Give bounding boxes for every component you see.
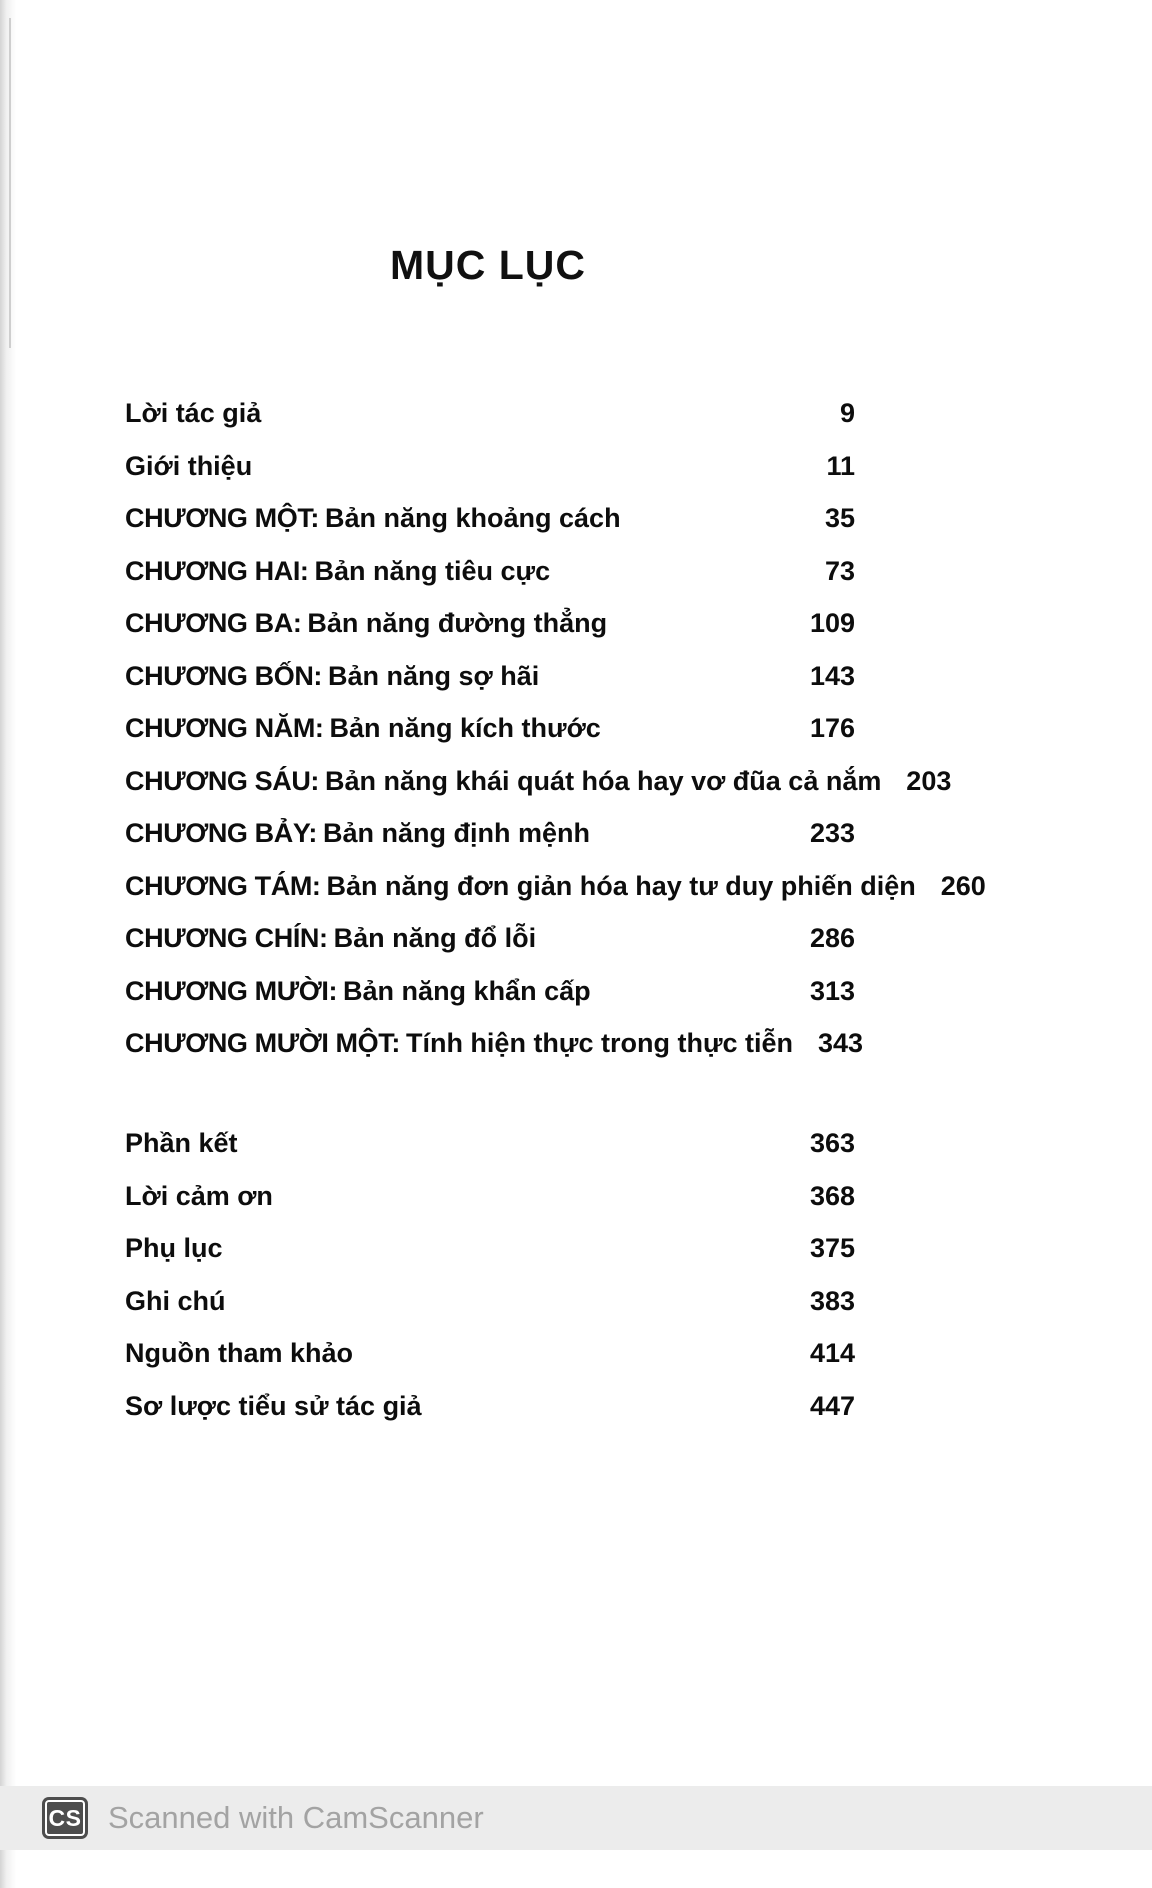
camscanner-watermark-bar: [0, 1786, 1152, 1850]
toc-entry-title: Phụ lục: [125, 1233, 223, 1263]
toc-entry-chapter-prefix: CHƯƠNG MƯỜI MỘT:: [125, 1028, 400, 1058]
toc-entry-page-number: 233: [809, 818, 855, 848]
toc-entry-label: [125, 556, 550, 587]
toc-row: [125, 608, 855, 661]
toc-entry-chapter-prefix: CHƯƠNG SÁU:: [125, 765, 320, 796]
toc-row: [125, 1028, 864, 1081]
toc-entry-title: Bản năng khái quát hóa hay vơ đũa cả nắm: [325, 765, 882, 796]
toc-entry-page-number: 447: [809, 1390, 855, 1421]
toc-entry-title: Lời cảm ơn: [125, 1180, 273, 1211]
toc-row: [125, 976, 855, 1029]
toc-row: [125, 1128, 855, 1181]
toc-entry-page-number: 143: [809, 660, 855, 691]
camscanner-watermark-text: Scanned with CamScanner: [108, 1800, 484, 1835]
toc-entry-page-number: 35: [824, 503, 855, 533]
toc-entry-page-number: 368: [809, 1180, 855, 1211]
toc-entry-label: [125, 1028, 793, 1059]
scan-edge-shadow: [0, 0, 16, 1888]
toc-row: [125, 713, 855, 766]
toc-entry-page-number: 11: [826, 450, 855, 481]
toc-row: [125, 556, 855, 609]
toc-row: [125, 661, 855, 714]
toc-entry-title: Nguồn tham khảo: [125, 1338, 353, 1368]
toc-row: [125, 451, 855, 504]
toc-entry-title: Bản năng định mệnh: [323, 818, 591, 848]
toc-main-list: [125, 398, 986, 1081]
toc-entry-page-number: 343: [817, 1028, 864, 1058]
toc-row: [125, 765, 952, 819]
toc-entry-label: [125, 1181, 273, 1212]
toc-row: [125, 503, 855, 556]
toc-entry-chapter-prefix: CHƯƠNG BA:: [125, 608, 302, 638]
toc-entry-label: [125, 608, 607, 639]
toc-entry-page-number: 363: [809, 1128, 855, 1158]
toc-entry-title: Giới thiệu: [125, 450, 253, 481]
toc-entry-label: [125, 398, 261, 429]
toc-entry-chapter-prefix: CHƯƠNG BỐN:: [125, 660, 323, 691]
toc-entry-label: [125, 871, 916, 902]
toc-entry-title: Lời tác giả: [125, 398, 262, 428]
toc-entry-chapter-prefix: CHƯƠNG HAI:: [125, 555, 309, 586]
toc-entry-chapter-prefix: CHƯƠNG BẢY:: [125, 818, 318, 848]
toc-row: [125, 1338, 855, 1391]
toc-entry-label: [125, 451, 252, 482]
toc-row: [125, 1391, 855, 1444]
toc-row: [125, 1181, 855, 1234]
toc-entry-chapter-prefix: CHƯƠNG TÁM:: [125, 870, 321, 901]
toc-entry-chapter-prefix: CHƯƠNG MỘT:: [125, 503, 320, 533]
scan-edge-line: [9, 18, 11, 348]
toc-entry-title: Bản năng đổ lỗi: [333, 923, 537, 953]
toc-entry-label: [125, 1233, 223, 1264]
toc-entry-page-number: 73: [824, 555, 855, 586]
toc-entry-label: [125, 713, 601, 744]
toc-entry-title: Ghi chú: [125, 1285, 226, 1316]
toc-row: [125, 1233, 855, 1286]
toc-entry-chapter-prefix: CHƯƠNG CHÍN:: [125, 923, 328, 953]
toc-entry-label: [125, 818, 590, 849]
page-title: MỤC LỤC: [389, 242, 587, 288]
toc-row: [125, 870, 986, 924]
toc-row: [125, 818, 855, 871]
toc-entry-label: [125, 503, 621, 534]
toc-entry-title: Bản năng khoảng cách: [325, 503, 621, 533]
toc-entry-chapter-prefix: CHƯƠNG NĂM:: [125, 713, 324, 743]
toc-row: [125, 1286, 855, 1339]
toc-row: [125, 923, 855, 976]
toc-entry-title: Bản năng sợ hãi: [328, 660, 540, 691]
toc-back-matter-list: [125, 1128, 855, 1443]
toc-entry-title: Bản năng đơn giản hóa hay tư duy phiến diện: [326, 870, 916, 901]
toc-entry-label: [125, 766, 881, 797]
toc-entry-label: [125, 923, 536, 954]
toc-entry-page-number: 176: [809, 713, 855, 743]
toc-entry-title: Tính hiện thực trong thực tiễn: [405, 1028, 794, 1058]
toc-entry-page-number: 286: [809, 923, 855, 953]
toc-entry-page-number: 9: [839, 398, 855, 428]
toc-entry-label: [125, 1391, 422, 1422]
toc-entry-chapter-prefix: CHƯƠNG MƯỜI:: [125, 975, 338, 1006]
toc-entry-page-number: 260: [940, 870, 986, 901]
toc-entry-label: [125, 661, 539, 692]
toc-entry-title: Bản năng kích thước: [329, 713, 601, 743]
toc-entry-page-number: 375: [809, 1233, 855, 1263]
toc-entry-label: [125, 1128, 238, 1159]
toc-entry-title: Bản năng tiêu cực: [314, 555, 551, 586]
toc-entry-title: Bản năng khẩn cấp: [343, 975, 591, 1006]
toc-entry-page-number: 203: [906, 765, 952, 796]
camscanner-logo-icon: CS: [42, 1797, 88, 1839]
toc-entry-label: [125, 1286, 226, 1317]
toc-entry-page-number: 414: [809, 1338, 855, 1368]
toc-entry-title: Phần kết: [125, 1128, 238, 1158]
toc-entry-title: Sơ lược tiểu sử tác giả: [125, 1390, 422, 1421]
toc-row: [125, 398, 855, 451]
toc-entry-page-number: 383: [809, 1285, 855, 1316]
toc-entry-label: [125, 976, 591, 1007]
toc-entry-label: [125, 1338, 353, 1369]
toc-entry-title: Bản năng đường thẳng: [307, 608, 608, 638]
toc-entry-page-number: 313: [809, 975, 855, 1006]
toc-entry-page-number: 109: [809, 608, 855, 638]
